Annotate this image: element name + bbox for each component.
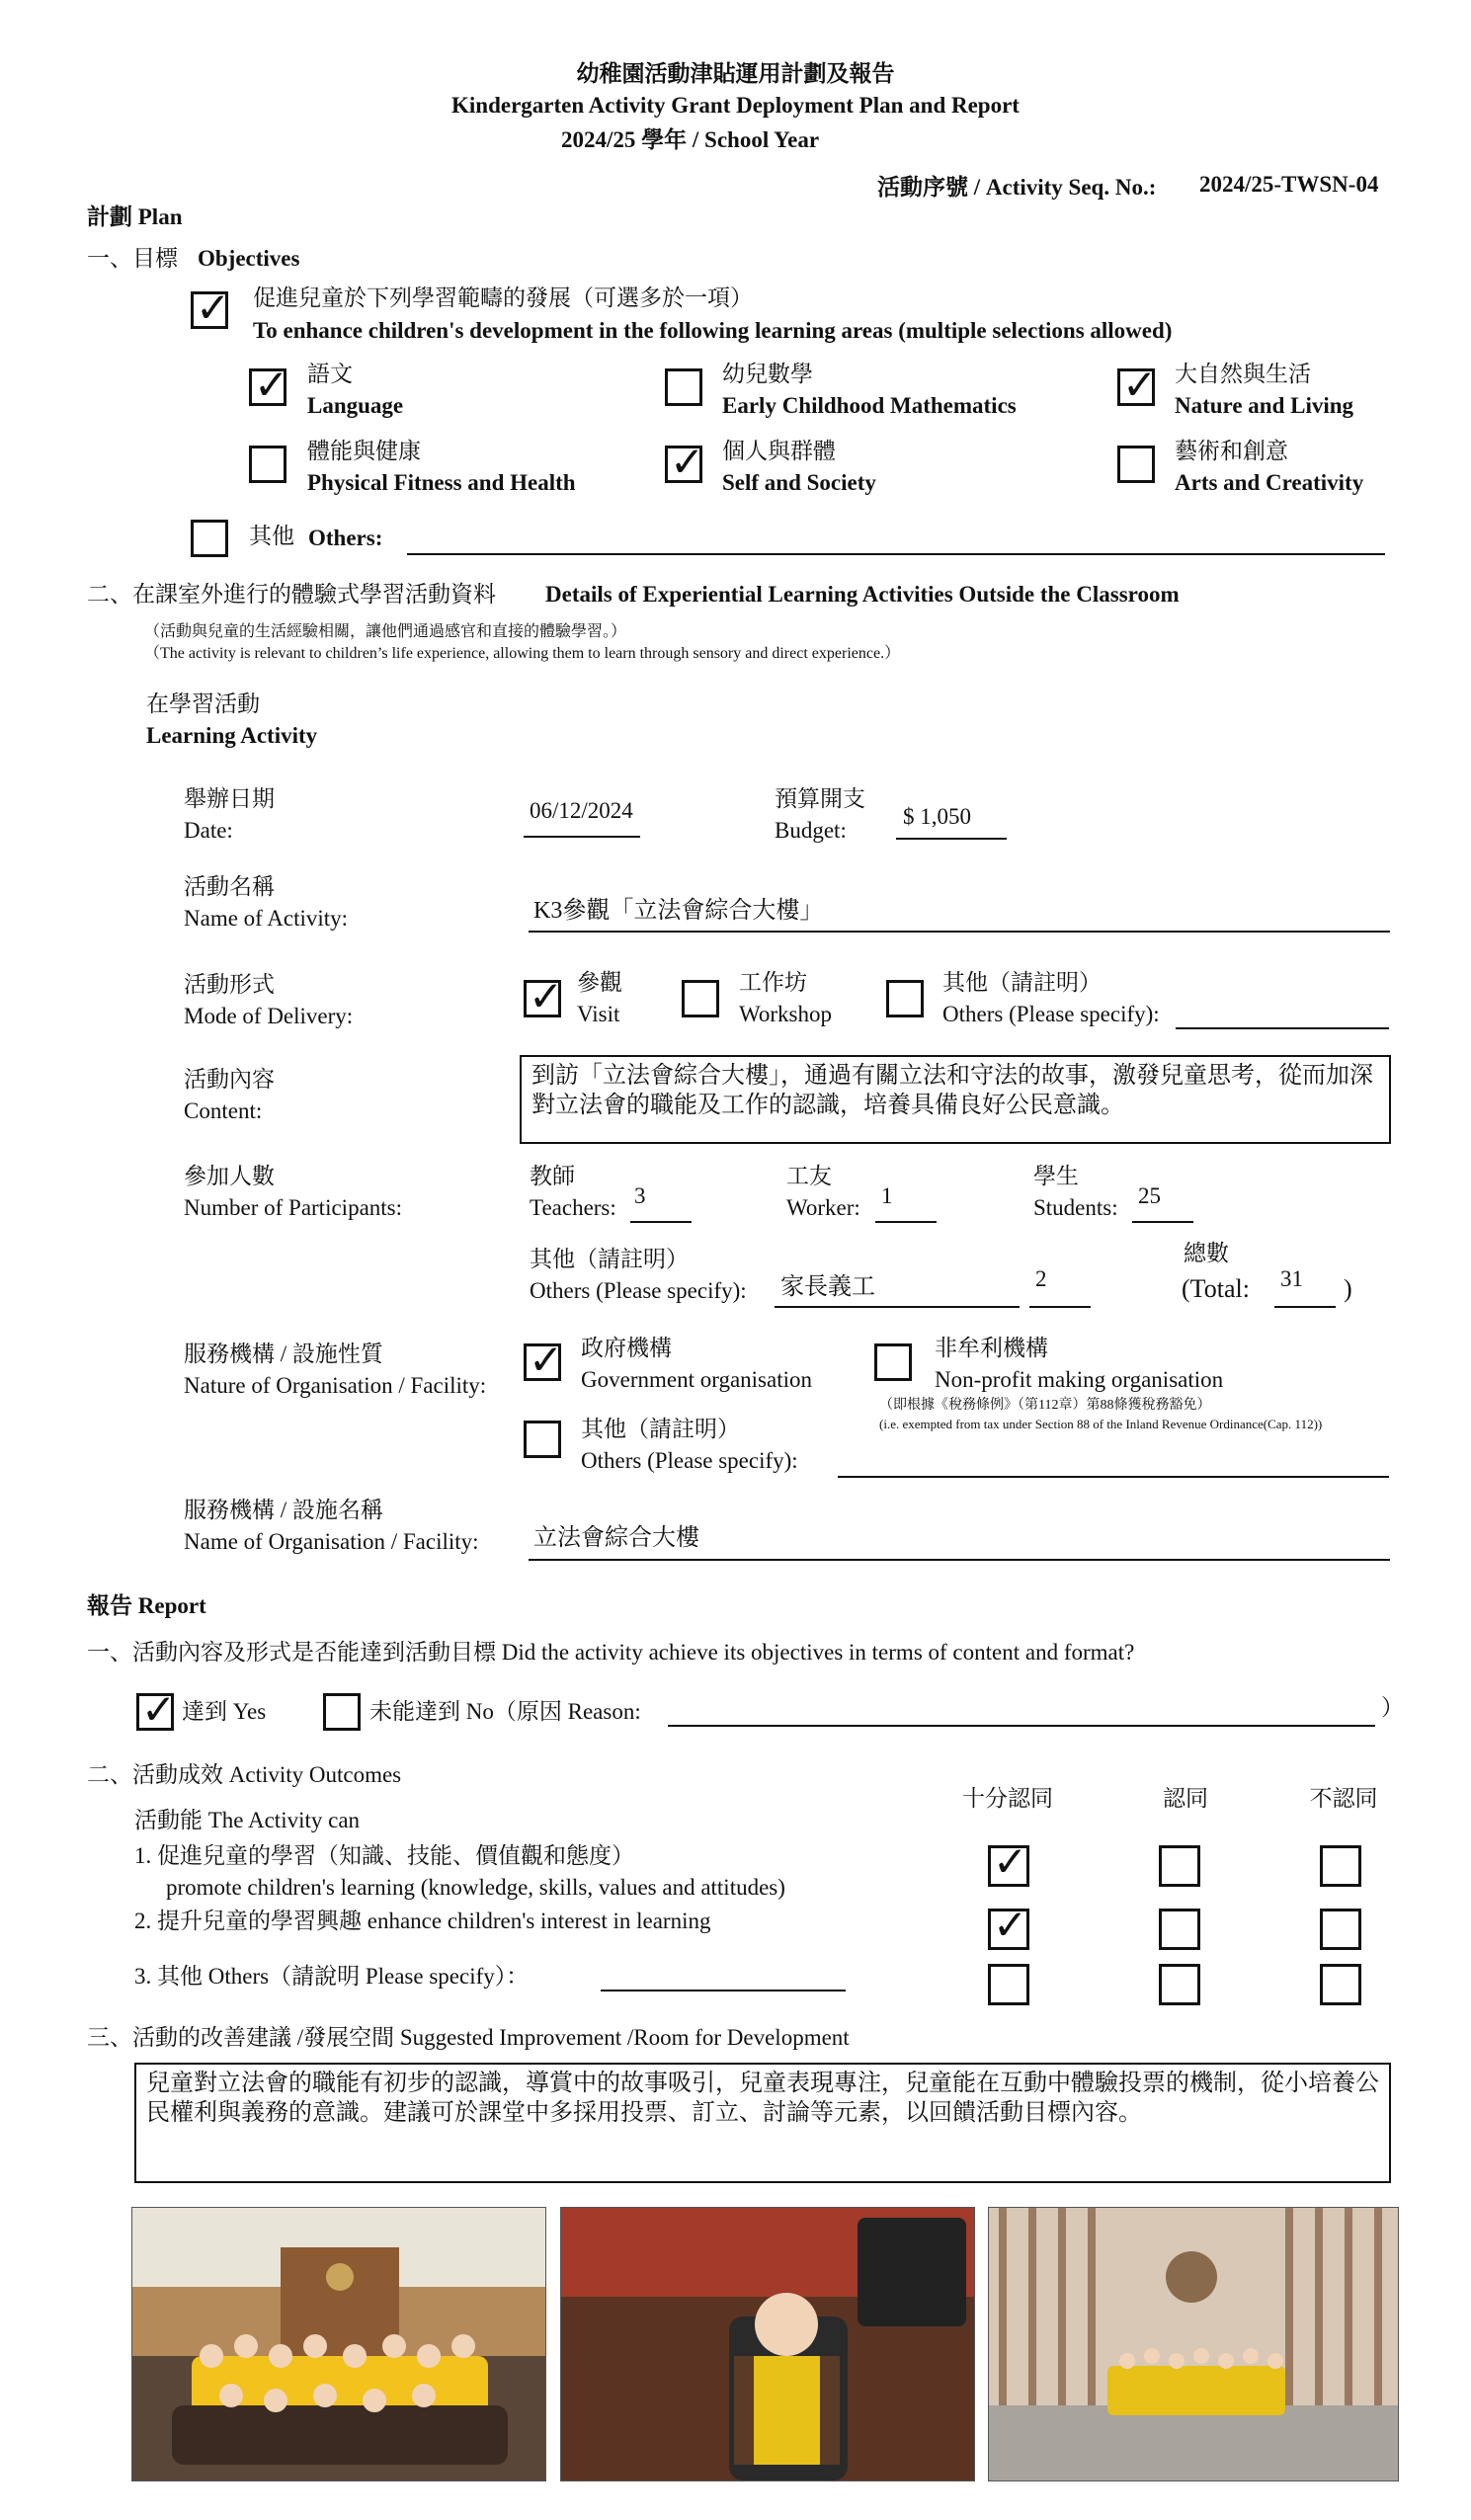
nature-others-checkbox[interactable] <box>524 1421 561 1458</box>
check-icon: ✓ <box>529 972 564 1020</box>
check-icon: ✓ <box>993 1837 1028 1886</box>
outcome-3-field[interactable] <box>601 1990 846 1992</box>
child-in-council-seat <box>560 2207 975 2481</box>
activity-name-label-en: Name of Activity: <box>184 906 349 931</box>
title-zh: 幼稚園活動津貼運用計劃及報告 <box>576 61 895 86</box>
objectives-en: Objectives <box>198 246 300 271</box>
nonprofit-note-en: (i.e. exempted from tax under Section 88 of the Inland Revenue Ordinance(Cap. 112)) <box>879 1417 1323 1431</box>
total-value[interactable]: 31 <box>1280 1266 1303 1291</box>
worker-label-zh: 工友 <box>786 1164 832 1188</box>
budget-label-en: Budget: <box>775 818 847 843</box>
area-nature-checkbox[interactable] <box>1117 361 1158 409</box>
activity-can-label: 活動能 The Activity can <box>134 1808 361 1832</box>
area-arts-checkbox[interactable] <box>1117 446 1155 483</box>
outcome-3-disagree-checkbox[interactable] <box>1320 1964 1361 2005</box>
nature-government-checkbox[interactable] <box>524 1336 564 1384</box>
mode-visit-checkbox[interactable] <box>524 972 564 1020</box>
mode-workshop-zh: 工作坊 <box>739 970 807 995</box>
enhance-checkbox[interactable] <box>191 284 231 332</box>
nature-others-en: Others (Please specify): <box>581 1448 798 1473</box>
others-participants-underline <box>775 1306 1020 1308</box>
org-name-label-en: Name of Organisation / Facility: <box>184 1529 479 1554</box>
nature-others-zh: 其他（請註明） <box>581 1417 740 1441</box>
col-agree: 認同 <box>1163 1786 1208 1811</box>
total-close: ) <box>1344 1274 1352 1303</box>
area-math-en: Early Childhood Mathematics <box>722 393 1017 418</box>
outcome-1-zh: 1. 促進兒童的學習（知識、技能、價值觀和態度） <box>134 1843 634 1868</box>
details-heading-en: Details of Experiential Learning Activities Outside the Classroom <box>545 582 1180 607</box>
group-photo-chamber-hall <box>131 2207 546 2481</box>
org-name-underline <box>529 1559 1390 1561</box>
nature-others-field[interactable] <box>838 1476 1389 1478</box>
area-arts-zh: 藝術和創意 <box>1175 439 1288 463</box>
area-self-zh: 個人與群體 <box>722 439 836 463</box>
area-math-checkbox[interactable] <box>665 368 702 406</box>
nature-government-en: Government organisation <box>581 1367 812 1392</box>
mode-others-en: Others (Please specify): <box>942 1002 1160 1026</box>
learning-activity-en: Learning Activity <box>146 723 318 748</box>
teachers-underline <box>630 1221 692 1223</box>
outcomes-heading: 二、活動成效 Activity Outcomes <box>87 1762 402 1787</box>
improve-heading: 三、活動的改善建議 /發展空間 Suggested Improvement /Room for Development <box>87 2025 850 2050</box>
activity-name-value[interactable]: K3參觀「立法會綜合大樓」 <box>533 898 824 924</box>
students-underline <box>1132 1221 1193 1223</box>
report-heading: 報告 Report <box>87 1593 206 1618</box>
outcome-3-strongly-agree-checkbox[interactable] <box>988 1964 1029 2005</box>
mode-workshop-checkbox[interactable] <box>682 980 719 1017</box>
org-name-label-zh: 服務機構 / 設施名稱 <box>184 1498 383 1522</box>
outcome-1-strongly-agree-checkbox[interactable] <box>988 1837 1029 1887</box>
participants-label-zh: 參加人數 <box>184 1164 275 1188</box>
group-photo-emblem-wall <box>988 2207 1399 2481</box>
plan-heading: 計劃 Plan <box>87 204 183 229</box>
objective-others-checkbox[interactable] <box>191 520 228 557</box>
total-label-zh: 總數 <box>1184 1241 1229 1265</box>
nature-nonprofit-zh: 非牟利機構 <box>935 1336 1048 1360</box>
objective-others-zh: 其他 <box>249 524 294 548</box>
check-icon: ✓ <box>1122 361 1158 409</box>
students-label-en: Students: <box>1033 1195 1118 1220</box>
teachers-label-zh: 教師 <box>530 1164 575 1188</box>
worker-value[interactable]: 1 <box>881 1183 893 1208</box>
seq-label: 活動序號 / Activity Seq. No.: <box>877 175 1157 200</box>
mode-workshop-en: Workshop <box>739 1002 832 1026</box>
check-icon: ✓ <box>670 438 705 486</box>
details-heading-zh: 二、在課室外進行的體驗式學習活動資料 <box>87 582 496 607</box>
no-label: 未能達到 No（原因 Reason: <box>369 1699 641 1724</box>
area-language-checkbox[interactable] <box>249 361 289 409</box>
check-icon: ✓ <box>993 1901 1028 1949</box>
area-language-zh: 語文 <box>307 362 353 386</box>
date-label-en: Date: <box>184 818 233 843</box>
report-q1: 一、活動內容及形式是否能達到活動目標 Did the activity achieve its objectives in terms of content and format? <box>87 1640 1135 1665</box>
col-strongly-agree: 十分認同 <box>962 1786 1053 1811</box>
area-math-zh: 幼兒數學 <box>722 362 813 386</box>
area-fitness-en: Physical Fitness and Health <box>307 470 576 495</box>
no-checkbox[interactable] <box>323 1693 361 1731</box>
content-box[interactable] <box>520 1055 1391 1144</box>
others-participants-en: Others (Please specify): <box>530 1278 747 1303</box>
check-icon: ✓ <box>529 1336 564 1384</box>
worker-label-en: Worker: <box>786 1195 860 1220</box>
total-underline <box>1274 1306 1336 1308</box>
students-value[interactable]: 25 <box>1138 1183 1161 1208</box>
nature-label-zh: 服務機構 / 設施性質 <box>184 1341 383 1366</box>
mode-label-zh: 活動形式 <box>184 972 275 997</box>
details-note-en: （The activity is relevant to children’s life experience, allowing them to learn through sensory and direct experience.） <box>144 645 901 662</box>
col-disagree: 不認同 <box>1309 1786 1378 1811</box>
enhance-en: To enhance children's development in the following learning areas (multiple selections allowed) <box>253 318 1173 343</box>
others-participants-value[interactable]: 2 <box>1035 1266 1047 1291</box>
photo-seat-illustration <box>561 2208 974 2480</box>
content-label-zh: 活動內容 <box>184 1067 275 1092</box>
nonprofit-note-zh: （即根據《稅務條例》（第112章）第88條獲稅務豁免） <box>879 1398 1211 1413</box>
teachers-label-en: Teachers: <box>530 1195 616 1220</box>
date-label-zh: 舉辦日期 <box>184 786 275 811</box>
objective-others-en: Others: <box>308 526 383 550</box>
check-icon: ✓ <box>141 1685 177 1734</box>
nature-nonprofit-en: Non-profit making organisation <box>935 1367 1224 1392</box>
photo-wall-illustration <box>989 2208 1398 2480</box>
others-participants-text[interactable]: 家長義工 <box>780 1274 875 1300</box>
org-name-value[interactable]: 立法會綜合大樓 <box>533 1525 699 1551</box>
budget-label-zh: 預算開支 <box>775 786 865 811</box>
title-en: Kindergarten Activity Grant Deployment Plan and Report <box>451 93 1020 118</box>
area-nature-zh: 大自然與生活 <box>1175 362 1311 386</box>
nature-nonprofit-checkbox[interactable] <box>874 1343 912 1381</box>
yes-checkbox[interactable] <box>136 1685 177 1734</box>
objectives-zh: 一、目標 <box>87 246 178 271</box>
activity-name-label-zh: 活動名稱 <box>184 874 275 899</box>
outcome-2-agree-checkbox[interactable] <box>1159 1909 1200 1950</box>
date-value[interactable]: 06/12/2024 <box>530 798 633 823</box>
learning-activity-zh: 在學習活動 <box>146 691 260 716</box>
others-participants-zh: 其他（請註明） <box>530 1247 689 1271</box>
improve-text: 兒童對立法會的職能有初步的認識，導賞中的故事吸引，兒童表現專注，兒童能在互動中體驗投票的機制，從小培養公民權利與義務的意識。建議可於課堂中多採用投票、訂立、討論等元素，以回饋活動目標內容。 <box>146 2071 1379 2126</box>
check-icon: ✓ <box>196 284 231 332</box>
nature-government-zh: 政府機構 <box>581 1336 672 1360</box>
enhance-zh: 促進兒童於下列學習範疇的發展（可選多於一項） <box>253 285 753 310</box>
seq-value: 2024/25-TWSN-04 <box>1199 172 1379 197</box>
objective-others-field[interactable] <box>407 553 1385 555</box>
outcome-2: 2. 提升兒童的學習興趣 enhance children's interest in learning <box>134 1909 711 1933</box>
mode-others-checkbox[interactable] <box>886 980 924 1017</box>
participants-label-en: Number of Participants: <box>184 1195 403 1220</box>
outcome-1-agree-checkbox[interactable] <box>1159 1845 1200 1887</box>
photo-chamber-illustration <box>132 2208 545 2480</box>
students-label-zh: 學生 <box>1033 1164 1079 1188</box>
worker-underline <box>875 1221 937 1223</box>
outcome-1-disagree-checkbox[interactable] <box>1320 1845 1361 1887</box>
content-label-en: Content: <box>184 1098 263 1123</box>
date-underline <box>524 836 640 838</box>
improve-box[interactable] <box>134 2063 1391 2183</box>
nature-label-en: Nature of Organisation / Facility: <box>184 1373 487 1398</box>
others-participants-value-underline <box>1029 1306 1091 1308</box>
activity-name-underline <box>529 931 1390 933</box>
details-note-zh: （活動與兒童的生活經驗相關，讓他們通過感官和直接的體驗學習。） <box>144 623 627 640</box>
total-label-en: (Total: <box>1182 1274 1250 1303</box>
no-reason-close: ） <box>1381 1695 1404 1720</box>
yes-label: 達到 Yes <box>182 1699 267 1724</box>
school-year: 2024/25 學年 / School Year <box>561 127 820 152</box>
outcome-1-en: promote children's learning (knowledge, skills, values and attitudes) <box>166 1875 785 1900</box>
content-text: 到訪「立法會綜合大樓」，通過有關立法和守法的故事，激發兒童思考，從而加深對立法會的職能及工作的認識，培養具備良好公民意識。 <box>531 1063 1373 1118</box>
area-language-en: Language <box>307 393 404 418</box>
mode-visit-zh: 參觀 <box>577 970 622 995</box>
check-icon: ✓ <box>254 361 289 409</box>
outcome-2-strongly-agree-checkbox[interactable] <box>988 1901 1029 1950</box>
budget-underline <box>896 838 1007 840</box>
area-self-checkbox[interactable] <box>665 438 705 486</box>
mode-visit-en: Visit <box>577 1002 620 1026</box>
budget-value[interactable]: $ 1,050 <box>903 804 971 829</box>
mode-label-en: Mode of Delivery: <box>184 1004 354 1028</box>
area-nature-en: Nature and Living <box>1175 393 1354 418</box>
mode-others-field[interactable] <box>1176 1027 1389 1029</box>
outcome-3-agree-checkbox[interactable] <box>1159 1964 1200 2005</box>
area-fitness-zh: 體能與健康 <box>307 439 421 463</box>
teachers-value[interactable]: 3 <box>634 1183 646 1208</box>
mode-others-zh: 其他（請註明） <box>942 970 1102 995</box>
outcome-3: 3. 其他 Others（請說明 Please specify）： <box>134 1964 530 1989</box>
area-fitness-checkbox[interactable] <box>249 446 286 483</box>
outcome-2-disagree-checkbox[interactable] <box>1320 1909 1361 1950</box>
no-reason-field[interactable] <box>668 1725 1375 1727</box>
area-self-en: Self and Society <box>722 470 876 495</box>
area-arts-en: Arts and Creativity <box>1175 470 1364 495</box>
